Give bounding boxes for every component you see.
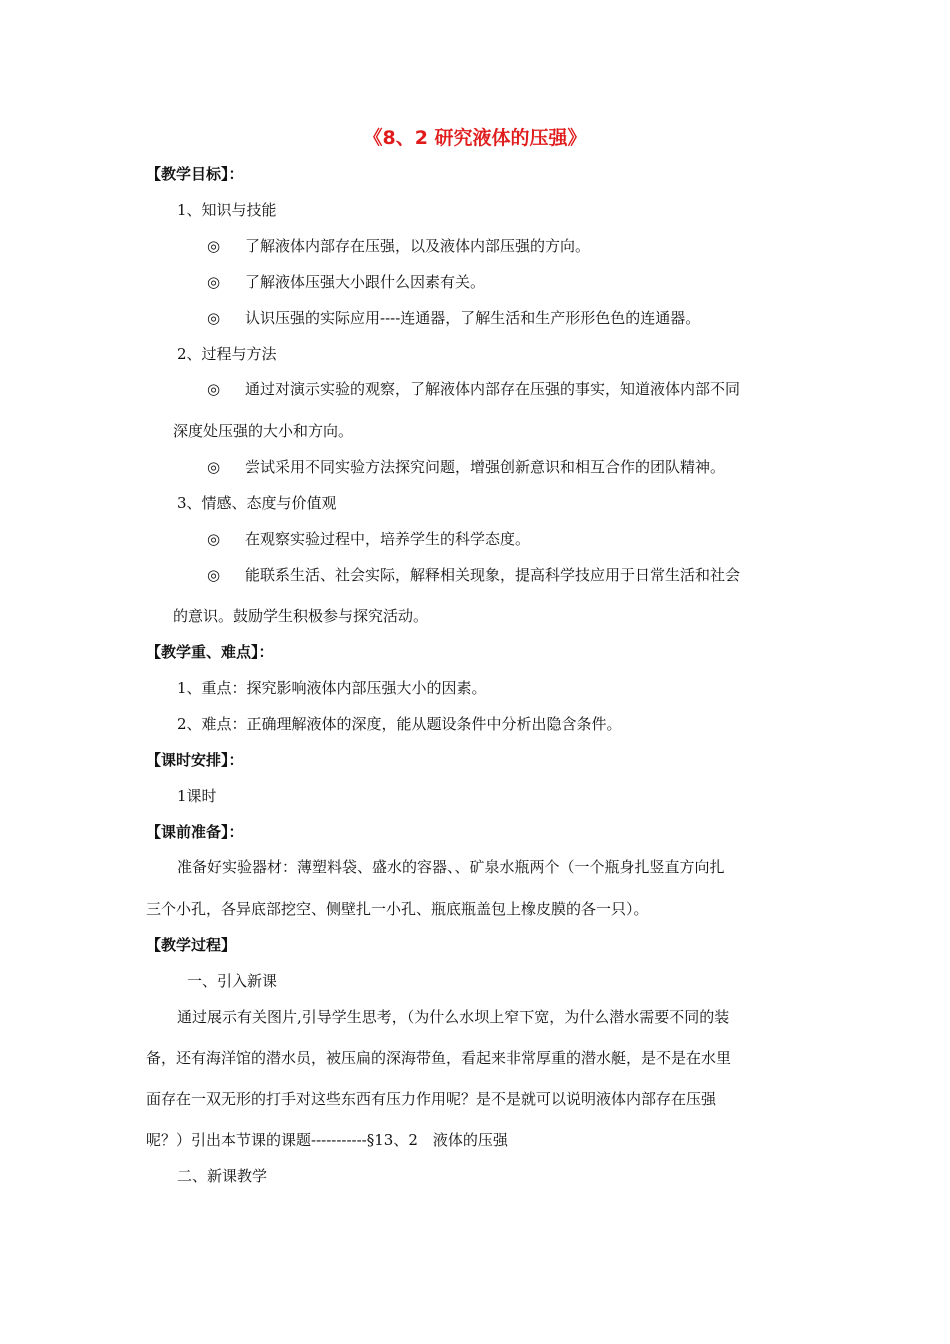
objective-item: 认识压强的实际应用----连通器，了解生活和生产形形色色的连通器。 (245, 309, 701, 327)
bullet-icon: ◎ (207, 566, 221, 584)
preparation-heading: 【课前准备】： (146, 823, 244, 841)
difficult-point-item: 2、难点：正确理解液体的深度，能从题设条件中分析出隐含条件。 (177, 715, 622, 733)
objective-item-continuation: 的意识。鼓励学生积极参与探究活动。 (173, 607, 429, 625)
bullet-icon: ◎ (207, 309, 221, 327)
objective-item: 尝试采用不同实验方法探究问题，增强创新意识和相互合作的团队精神。 (245, 458, 726, 476)
objectives-heading: 【教学目标】： (146, 165, 244, 183)
bullet-icon: ◎ (207, 458, 221, 476)
bullet-icon: ◎ (207, 380, 221, 398)
process-heading: 【教学过程】 (146, 936, 237, 954)
schedule-value: 1课时 (177, 787, 217, 805)
knowledge-skills-title: 1、知识与技能 (177, 201, 277, 219)
key-point-item: 1、重点：探究影响液体内部压强大小的因素。 (177, 679, 487, 697)
preparation-text: 三个小孔，各异底部挖空、侧壁扎一小孔、瓶底瓶盖包上橡皮膜的各一只）。 (146, 900, 649, 918)
process-method-title: 2、过程与方法 (177, 345, 277, 363)
objective-item: 在观察实验过程中，培养学生的科学态度。 (245, 530, 531, 548)
paragraph-line: 通过展示有关图片,引导学生思考，（为什么水坝上窄下宽，为什么潜水需要不同的装 (177, 1008, 730, 1026)
bullet-icon: ◎ (207, 273, 221, 291)
objective-item: 了解液体压强大小跟什么因素有关。 (245, 273, 486, 291)
schedule-heading: 【课时安排】： (146, 751, 244, 769)
objective-item: 能联系生活、社会实际，解释相关现象，提高科学技应用于日常生活和社会 (245, 566, 741, 584)
attitude-values-title: 3、情感、态度与价值观 (177, 494, 337, 512)
bullet-icon: ◎ (207, 237, 221, 255)
paragraph-line: 面存在一双无形的打手对这些东西有压力作用呢？是不是就可以说明液体内部存在压强 (146, 1090, 717, 1108)
objective-item: 通过对演示实验的观察，了解液体内部存在压强的事实，知道液体内部不同 (245, 380, 741, 398)
section-title: 二、新课教学 (177, 1167, 268, 1185)
objective-item: 了解液体内部存在压强，以及液体内部压强的方向。 (245, 237, 591, 255)
document-title: 《8、2 研究液体的压强》 (363, 127, 587, 149)
key-points-heading: 【教学重、难点】： (146, 643, 274, 661)
bullet-icon: ◎ (207, 530, 221, 548)
paragraph-line: 呢？）引出本节课的课题-----------§13、2 液体的压强 (146, 1131, 508, 1149)
paragraph-line: 备，还有海洋馆的潜水员，被压扁的深海带鱼，看起来非常厚重的潜水艇，是不是在水里 (146, 1049, 732, 1067)
preparation-text: 准备好实验器材：薄塑料袋、盛水的容器、、矿泉水瓶两个（一个瓶身扎竖直方向扎 (177, 858, 725, 876)
objective-item-continuation: 深度处压强的大小和方向。 (173, 422, 354, 440)
section-title: 一、引入新课 (187, 972, 278, 990)
